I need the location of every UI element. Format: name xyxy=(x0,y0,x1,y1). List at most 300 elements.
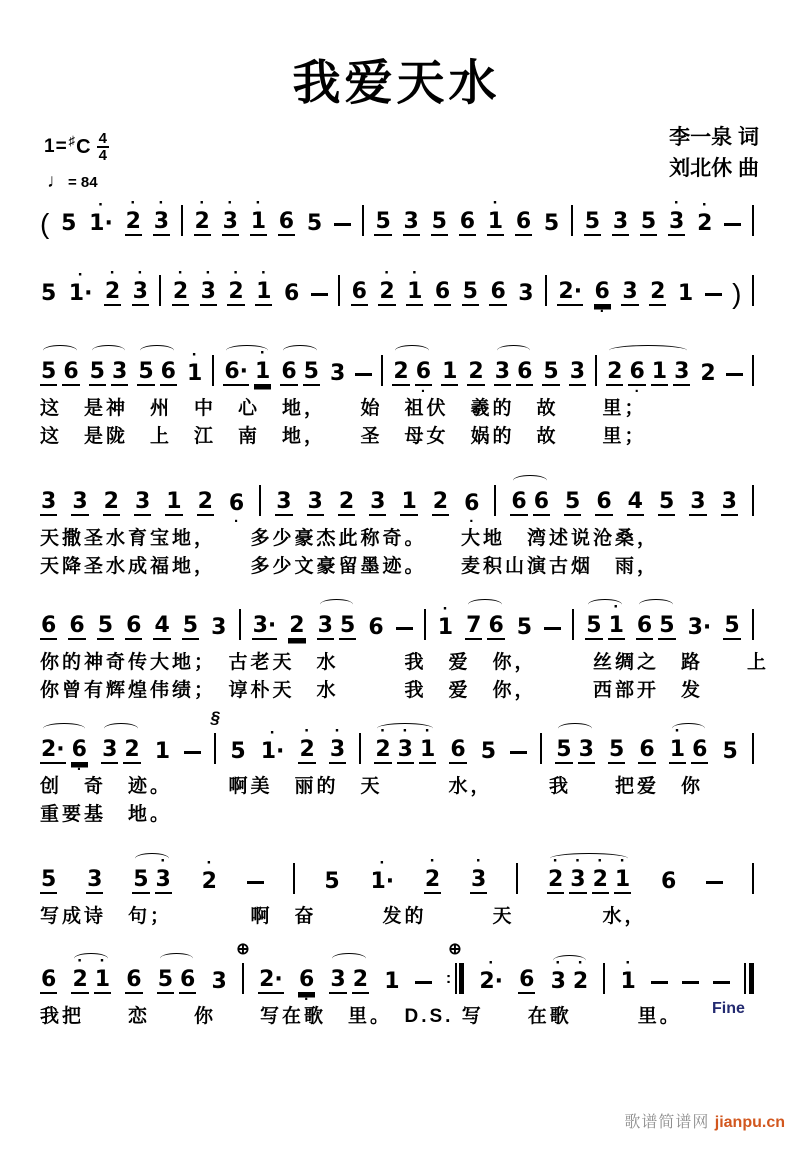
note-digit: 6 xyxy=(41,613,57,638)
note xyxy=(518,956,535,1002)
note-digit: 3 xyxy=(330,967,346,992)
dash-rest xyxy=(724,223,741,226)
note xyxy=(489,268,506,314)
bar-thin-line xyxy=(259,485,261,516)
octave-dots-above: · xyxy=(205,263,212,282)
note-digit: 6 xyxy=(298,967,315,992)
note-digit: 1 xyxy=(620,969,636,994)
note-digit: 2 xyxy=(201,869,217,894)
note-digit: 2 xyxy=(650,279,666,304)
note-digit: 6 xyxy=(41,967,57,992)
note-digit: 1· xyxy=(260,739,285,764)
note-digit: 3 xyxy=(111,359,128,384)
key-prefix: 1= xyxy=(44,136,68,157)
note xyxy=(97,602,114,648)
note-digit: 6 xyxy=(180,967,196,992)
octave-dots-above: · xyxy=(191,345,198,364)
note xyxy=(569,851,586,902)
slur-group xyxy=(89,348,129,394)
note xyxy=(88,195,114,244)
note-digit: 2 xyxy=(424,867,441,892)
note xyxy=(424,851,441,902)
note xyxy=(250,193,267,244)
note-digit: 3 xyxy=(690,489,706,514)
octave-dots-above: · xyxy=(575,851,581,870)
note xyxy=(134,478,151,524)
note-digit: 1 xyxy=(384,969,400,994)
note xyxy=(303,348,320,394)
octave-dots-above: · xyxy=(199,193,206,212)
lyricist-credit: 李一泉 词 xyxy=(669,126,759,149)
note xyxy=(283,270,300,314)
note-digit: 6 xyxy=(228,491,245,516)
music-system-6 xyxy=(40,708,754,828)
note xyxy=(470,851,487,902)
notation-line xyxy=(40,941,754,1008)
note-digit: 1 xyxy=(250,209,266,234)
octave-dots-above: · xyxy=(492,193,499,212)
bar-thin-line xyxy=(212,355,214,386)
barline xyxy=(181,205,183,236)
note xyxy=(351,268,368,314)
dash-rest xyxy=(334,223,351,226)
lyrics-line: 你的神奇传大地； 古老天 水 我 爱 你， 丝绸之 路 上 xyxy=(40,652,770,673)
note-digit: 1· xyxy=(370,869,395,894)
octave-dots-above: · xyxy=(552,851,559,870)
note-digit: 1 xyxy=(255,359,271,384)
note-digit: 1 xyxy=(614,867,631,892)
note xyxy=(487,193,504,244)
note xyxy=(378,263,395,314)
time-signature xyxy=(97,131,109,163)
note xyxy=(658,478,675,524)
note-digit: 3 xyxy=(211,615,227,640)
note xyxy=(254,343,271,394)
note xyxy=(516,604,533,648)
note xyxy=(383,958,400,1002)
note-digit: 3 xyxy=(87,867,103,892)
quarter-note-icon: ♩ xyxy=(47,171,66,192)
octave-dots-above: · xyxy=(206,853,213,872)
barline xyxy=(744,963,754,994)
barline xyxy=(210,708,220,764)
note-digit: 6 xyxy=(415,359,432,384)
barline xyxy=(338,275,340,306)
dash-rest xyxy=(651,981,668,984)
octave-dots-above: · xyxy=(160,851,167,870)
note xyxy=(165,478,182,524)
slur-group xyxy=(550,953,590,1002)
octave-dots-above: · xyxy=(424,721,431,740)
note xyxy=(636,602,653,648)
note xyxy=(699,350,716,394)
octave-dots-above: · xyxy=(475,851,482,870)
note-digit: 5 xyxy=(182,613,199,638)
note-digit: 2 xyxy=(352,967,369,992)
note xyxy=(658,602,675,648)
note xyxy=(329,721,346,772)
note xyxy=(155,851,172,902)
slur-group xyxy=(280,348,320,394)
octave-dots-above: · xyxy=(98,195,104,214)
note xyxy=(403,198,420,244)
note-digit: 5 xyxy=(324,869,340,894)
note xyxy=(369,478,386,524)
note xyxy=(608,597,625,648)
note xyxy=(153,602,170,648)
note-digit: 5 xyxy=(303,359,319,384)
note-digit: 6 xyxy=(594,279,610,304)
note-digit: 6 xyxy=(126,967,142,992)
note xyxy=(62,348,79,394)
note xyxy=(510,478,527,524)
note xyxy=(467,348,484,394)
note xyxy=(614,851,631,902)
note-digit: 6 xyxy=(69,613,85,638)
octave-dots-above: · xyxy=(402,721,409,740)
note-digit: 3 xyxy=(612,209,629,234)
dash-rest xyxy=(247,881,264,884)
note-digit: 6 xyxy=(639,737,655,762)
note-digit: 6 xyxy=(511,489,527,514)
note xyxy=(689,478,706,524)
notation-line xyxy=(40,851,754,902)
note xyxy=(465,602,482,648)
note-digit: 1 xyxy=(401,489,417,514)
bar-thin-line xyxy=(455,963,457,994)
slur-group xyxy=(555,726,595,772)
note xyxy=(40,602,57,648)
note xyxy=(222,193,239,244)
parenthesis: ) xyxy=(732,278,742,309)
barline xyxy=(362,205,364,236)
octave-dots-above: · xyxy=(379,853,386,872)
coda-mark-icon: ⊕ xyxy=(236,941,250,958)
note xyxy=(721,728,738,772)
note xyxy=(415,348,432,400)
note-digit: 2 xyxy=(289,613,305,638)
note xyxy=(434,268,451,314)
dash-rest xyxy=(510,751,527,754)
notation-line xyxy=(40,193,754,244)
barline xyxy=(359,733,361,764)
note xyxy=(123,726,140,772)
note-digit: 2 xyxy=(197,489,213,514)
note-digit: 3 xyxy=(674,359,690,384)
note xyxy=(101,726,118,772)
note xyxy=(721,478,738,524)
bar-thin-line xyxy=(545,275,547,306)
slur-group xyxy=(137,348,177,394)
note-digit: 6 xyxy=(71,737,87,762)
note xyxy=(592,851,609,902)
note xyxy=(533,478,550,524)
note xyxy=(606,348,623,394)
note xyxy=(210,604,227,648)
note xyxy=(278,198,295,244)
note-digit: 6 xyxy=(464,491,480,516)
lyrics-line: 重要基 地。 xyxy=(40,804,173,825)
note xyxy=(480,728,497,772)
lyrics-line: 你曾有辉煌伟绩； 谆朴天 水 我 爱 你， 西部开 发 xyxy=(40,680,704,701)
note xyxy=(374,721,391,772)
note-digit: 3 xyxy=(721,489,737,514)
note xyxy=(258,956,284,1002)
note-digit: 5 xyxy=(157,967,174,992)
octave-dots-above: · xyxy=(158,193,165,212)
note xyxy=(696,195,713,244)
note-digit: 3 xyxy=(102,737,118,762)
lyrics-line: 这 是神 州 中 心 地， 始 祖伏 羲的 故 里； xyxy=(40,398,647,419)
note xyxy=(621,268,638,314)
note xyxy=(669,721,686,772)
note-digit: 1 xyxy=(419,737,436,762)
note xyxy=(397,721,414,772)
note-digit: 5 xyxy=(556,737,572,762)
note-digit: 6 xyxy=(281,359,297,384)
note-digit: 3 xyxy=(41,489,57,514)
note-digit: 1 xyxy=(677,281,694,306)
note xyxy=(40,726,66,772)
octave-dots-above: · xyxy=(380,721,386,740)
note xyxy=(255,263,272,314)
octave-dots-below: · xyxy=(234,513,240,530)
note xyxy=(260,723,286,772)
note xyxy=(572,953,589,1002)
note-digit: 6 xyxy=(515,209,532,234)
octave-dots-above: · xyxy=(137,263,144,282)
octave-dots-above: · xyxy=(227,193,234,212)
note xyxy=(172,263,189,314)
note xyxy=(329,350,346,394)
octave-dots-above: · xyxy=(384,263,390,282)
note-digit: 3 xyxy=(276,489,292,514)
bar-thin-line xyxy=(752,609,754,640)
note-digit: 6 xyxy=(283,281,300,306)
bar-thin-line xyxy=(752,355,754,386)
note xyxy=(638,726,655,772)
barline xyxy=(572,609,574,640)
note xyxy=(640,198,657,244)
tempo-marking xyxy=(47,171,98,193)
note xyxy=(564,478,581,524)
note-digit: 3 xyxy=(211,969,227,994)
octave-dots-above: · xyxy=(488,953,494,972)
slur-group xyxy=(392,348,432,400)
slur-group xyxy=(329,956,369,1002)
octave-dots-above: · xyxy=(625,953,632,972)
octave-dots-below: · xyxy=(76,761,82,778)
note xyxy=(229,728,246,772)
note-digit: 3 xyxy=(550,969,566,994)
dash-rest xyxy=(544,627,561,630)
note xyxy=(223,348,249,394)
note-digit: 3 xyxy=(153,209,169,234)
barline xyxy=(752,863,754,894)
note-digit: 3 xyxy=(569,359,586,384)
note-digit: 2 xyxy=(700,361,716,386)
dash-rest xyxy=(705,293,722,296)
music-system-7 xyxy=(40,851,754,930)
note-digit: 5 xyxy=(41,867,57,892)
barline xyxy=(293,863,295,894)
dash-rest xyxy=(311,293,328,296)
music-system-3 xyxy=(40,343,754,450)
footer-site-name: 歌谱简谱网 xyxy=(624,1114,715,1131)
notation-line xyxy=(40,343,754,400)
note-digit: 6 xyxy=(517,359,533,384)
bar-thin-line xyxy=(362,205,364,236)
note-digit: 3 xyxy=(329,737,346,762)
note xyxy=(182,602,199,648)
note xyxy=(339,602,356,648)
barline xyxy=(424,609,426,640)
note xyxy=(723,602,740,648)
note-digit: 3 xyxy=(200,279,216,304)
note xyxy=(288,602,305,648)
note xyxy=(179,956,196,1002)
note-digit: 1 xyxy=(437,615,454,640)
octave-dots-above: · xyxy=(411,263,418,282)
note-digit: 6 xyxy=(63,359,79,384)
note xyxy=(103,478,120,524)
note xyxy=(677,270,694,314)
note-digit: 2· xyxy=(259,967,283,992)
note-digit: 6 xyxy=(490,279,506,304)
note xyxy=(228,480,245,530)
note-digit: 1 xyxy=(154,739,171,764)
bar-thin-line xyxy=(744,963,746,994)
note-digit: 6 xyxy=(278,209,295,234)
note-digit: 1 xyxy=(651,359,668,384)
dash-rest xyxy=(726,373,743,376)
note-digit: 5 xyxy=(565,489,581,514)
bar-thin-line xyxy=(338,275,340,306)
note xyxy=(578,726,595,772)
note xyxy=(197,478,214,524)
bar-thin-line xyxy=(159,275,161,306)
note xyxy=(595,478,612,524)
bar-thin-line xyxy=(752,485,754,516)
note-digit: 2· xyxy=(558,279,583,304)
note xyxy=(517,270,534,314)
note xyxy=(40,348,57,394)
note-digit: 2 xyxy=(72,967,88,992)
octave-dots-below: · xyxy=(304,991,310,1008)
note-digit: 3 xyxy=(155,867,171,892)
note-digit: 5 xyxy=(722,739,738,764)
note-digit: 2 xyxy=(379,279,395,304)
note-digit: 4 xyxy=(154,613,170,638)
note-digit: 1 xyxy=(442,359,458,384)
note xyxy=(584,198,601,244)
note-digit: 3 xyxy=(397,737,413,762)
slur-group xyxy=(317,602,357,648)
credits xyxy=(669,122,759,184)
barline xyxy=(494,485,496,516)
octave-dots-above: · xyxy=(77,265,84,284)
octave-dots-above: · xyxy=(177,263,184,282)
note-digit: 6 xyxy=(434,279,451,304)
note-digit: 4 xyxy=(627,489,643,514)
note xyxy=(673,348,690,394)
note xyxy=(543,200,560,244)
slur-group xyxy=(374,721,436,772)
barline xyxy=(159,275,161,306)
note-digit: 6 xyxy=(533,489,549,514)
note-digit: 3 xyxy=(132,279,148,304)
bar-thin-line xyxy=(516,863,518,894)
note xyxy=(585,602,602,648)
composer-credit: 刘北休 曲 xyxy=(669,157,759,180)
note-digit: 5 xyxy=(586,613,602,638)
note-digit: 3 xyxy=(471,867,487,892)
note-digit: 2 xyxy=(592,867,608,892)
barline xyxy=(752,205,754,236)
barline xyxy=(239,609,241,640)
slur-group xyxy=(223,343,271,394)
note xyxy=(200,263,217,314)
note xyxy=(201,853,218,902)
notation-line xyxy=(40,263,754,320)
note-digit: 5 xyxy=(516,615,533,640)
note xyxy=(687,604,713,648)
note xyxy=(252,602,278,648)
lyrics-line: 天降圣水成福地， 多少文豪留墨迹。 麦积山演古烟 雨， xyxy=(40,556,660,577)
note-digit: 5 xyxy=(230,739,246,764)
footer-site-url: jianpu.cn xyxy=(714,1114,785,1131)
note xyxy=(125,193,142,244)
barline xyxy=(603,963,605,994)
note xyxy=(86,856,103,902)
barline xyxy=(445,941,464,994)
slur-group xyxy=(157,956,197,1002)
note-digit: 6 xyxy=(629,359,645,384)
note xyxy=(111,348,128,394)
note-digit: 5 xyxy=(724,613,740,638)
note xyxy=(153,193,170,244)
note-digit: 2 xyxy=(468,359,484,384)
slur-group xyxy=(547,851,631,902)
note-digit: 2 xyxy=(697,211,713,236)
slur-group xyxy=(510,478,550,524)
octave-dots-below: · xyxy=(634,383,640,400)
bar-thin-line xyxy=(293,863,295,894)
note xyxy=(449,726,466,772)
slur-group xyxy=(494,348,534,394)
note xyxy=(620,953,637,1002)
bar-thin-line xyxy=(572,609,574,640)
note xyxy=(298,721,315,772)
note xyxy=(94,951,111,1002)
note-digit: 2 xyxy=(547,867,564,892)
octave-dots-above: · xyxy=(701,195,708,214)
octave-dots-above: · xyxy=(577,953,584,972)
note xyxy=(132,856,149,902)
note xyxy=(419,721,436,772)
dash-rest xyxy=(706,881,723,884)
bar-thin-line xyxy=(752,205,754,236)
note xyxy=(432,478,449,524)
note xyxy=(71,478,88,524)
music-system-8 xyxy=(40,941,754,1030)
note xyxy=(542,348,559,394)
note xyxy=(516,348,533,394)
note-digit: 3 xyxy=(307,489,323,514)
note xyxy=(89,348,106,394)
note xyxy=(651,348,668,394)
note-digit: 6 xyxy=(660,869,677,894)
